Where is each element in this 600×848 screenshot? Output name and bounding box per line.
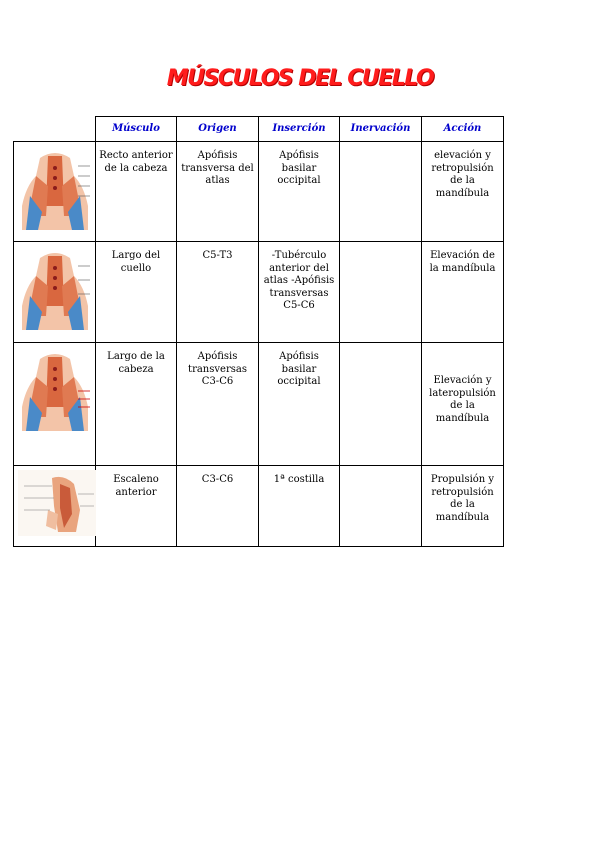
- cell-inervacion: [340, 142, 422, 242]
- cell-insercion: 1ª costilla: [259, 466, 340, 547]
- cell-musculo: Escaleno anterior: [96, 466, 177, 547]
- cell-insercion: Apófisis basilar occipital: [259, 343, 340, 466]
- page-title: MÚSCULOS DEL CUELLO: [166, 66, 434, 91]
- table-row: [14, 343, 504, 466]
- image-cell: [14, 466, 96, 547]
- cell-accion: elevación y retropulsión de la mandíbula: [422, 142, 504, 242]
- header-blank-cell: [14, 117, 96, 142]
- cell-origen: C3-C6: [177, 466, 259, 547]
- cell-inervacion: [340, 242, 422, 343]
- neck-anatomy-image: [18, 246, 92, 330]
- cell-accion: Elevación y lateropulsión de la mandíbula: [422, 343, 504, 466]
- image-cell: [14, 242, 96, 343]
- cell-insercion: -Tubérculo anterior del atlas -Apófisis transversas C5-C6: [259, 242, 340, 343]
- image-cell: [14, 142, 96, 242]
- table-row: [14, 466, 504, 547]
- cell-insercion: Apófisis basilar occipital: [259, 142, 340, 242]
- cell-inervacion: [340, 343, 422, 466]
- neck-anatomy-image: [18, 347, 92, 431]
- table-row: [14, 242, 504, 343]
- neck-anatomy-image: [18, 146, 92, 230]
- table-row: [14, 142, 504, 242]
- cell-inervacion: [340, 466, 422, 547]
- cell-accion: Elevación de la mandíbula: [422, 242, 504, 343]
- cell-musculo: Recto anterior de la cabeza: [96, 142, 177, 242]
- muscles-table: [13, 116, 504, 547]
- cell-origen: Apófisis transversa del atlas: [177, 142, 259, 242]
- table-header-row: [14, 117, 504, 142]
- cell-origen: Apófisis transversas C3-C6: [177, 343, 259, 466]
- header-origen: Origen: [177, 117, 259, 142]
- cell-musculo: Largo del cuello: [96, 242, 177, 343]
- cell-accion: Propulsión y retropulsión de la mandíbula: [422, 466, 504, 547]
- header-accion: Acción: [422, 117, 504, 142]
- header-insercion: Inserción: [259, 117, 340, 142]
- cell-musculo: Largo de la cabeza: [96, 343, 177, 466]
- scalene-anatomy-image: [18, 470, 96, 536]
- cell-origen: C5-T3: [177, 242, 259, 343]
- header-inervacion: Inervación: [340, 117, 422, 142]
- image-cell: [14, 343, 96, 466]
- header-musculo: Músculo: [96, 117, 177, 142]
